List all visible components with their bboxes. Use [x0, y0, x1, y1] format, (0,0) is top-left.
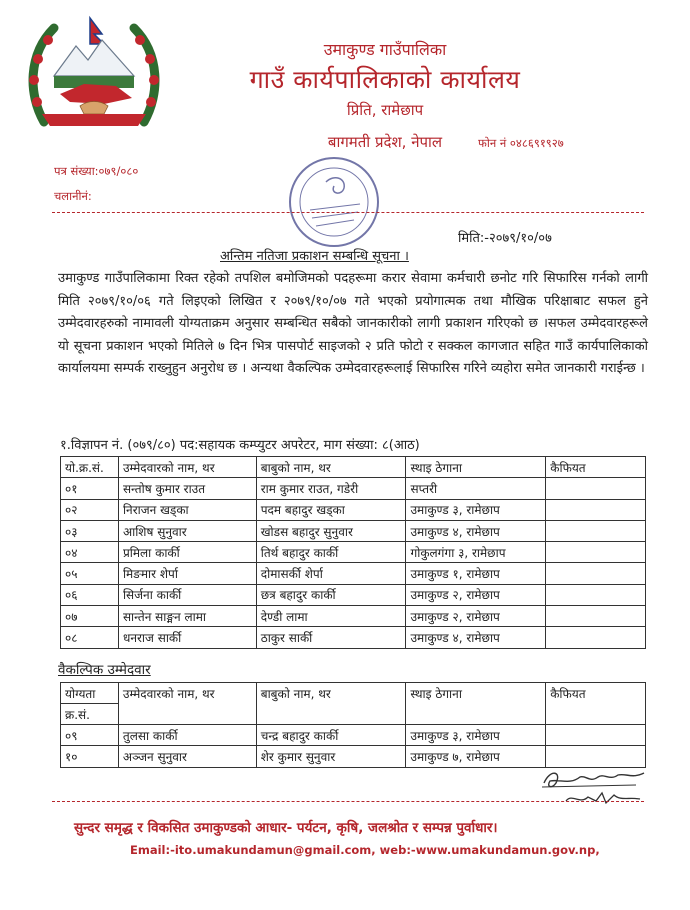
address-cell: उमाकुण्ड १, रामेछाप: [406, 563, 546, 584]
father-cell: देण्डी लामा: [256, 606, 406, 627]
name-cell: धनराज सार्की: [118, 627, 256, 648]
address-cell: उमाकुण्ड ३, रामेछाप: [406, 499, 546, 520]
name-cell: निराजन खड्का: [118, 499, 256, 520]
table-header-row: [61, 683, 646, 704]
name-cell: प्रमिला कार्की: [118, 542, 256, 563]
notice-date: मिति:-२०७९/१०/०७: [458, 231, 552, 246]
table-row: [61, 746, 646, 767]
letter-number: पत्र संख्या:०७९/०८०: [54, 164, 139, 178]
table-header-row: [61, 457, 646, 478]
serial-cell: ०२: [61, 499, 119, 520]
serial-cell: ०९: [61, 725, 119, 746]
header-cell: स्थाइ ठेगाना: [406, 457, 546, 478]
father-cell: चन्द्र बहादुर कार्की: [256, 725, 406, 746]
header-cell: कैफियत: [546, 683, 646, 725]
nepal-emblem: [24, 14, 164, 132]
address-cell: सप्तरी: [406, 478, 546, 499]
serial-cell: ०४: [61, 542, 119, 563]
table-row: [61, 606, 646, 627]
remarks-cell: [546, 584, 646, 605]
header-cell: बाबुको नाम, थर: [256, 457, 406, 478]
signature: [540, 767, 650, 809]
serial-cell: ०१: [61, 478, 119, 499]
table-row: [61, 627, 646, 648]
father-cell: तिर्थ बहादुर कार्की: [256, 542, 406, 563]
header-cell: बाबुको नाम, थर: [256, 683, 406, 725]
contact-line: Email:-ito.umakundamun@gmail.com, web:-www.umakundamun.gov.np,: [130, 843, 600, 857]
father-cell: दोमासर्की शेर्पा: [256, 563, 406, 584]
results-table: [60, 456, 646, 649]
father-cell: पदम बहादुर खड्का: [256, 499, 406, 520]
serial-cell: ०५: [61, 563, 119, 584]
table-row: [61, 563, 646, 584]
footer-separator-line: [52, 801, 644, 802]
address-cell: उमाकुण्ड २, रामेछाप: [406, 606, 546, 627]
address-cell: उमाकुण्ड ७, रामेछाप: [406, 746, 546, 767]
name-cell: अञ्जन सुनुवार: [118, 746, 256, 767]
header-cell: योग्यता: [61, 683, 119, 704]
father-cell: ठाकुर सार्की: [256, 627, 406, 648]
address-cell: उमाकुण्ड ३, रामेछाप: [406, 725, 546, 746]
header-cell: क्र.सं.: [61, 704, 119, 725]
province-line: बागमती प्रदेश, नेपाल: [327, 133, 443, 151]
remarks-cell: [546, 478, 646, 499]
table-row: [61, 499, 646, 520]
official-stamp: [280, 152, 388, 252]
father-cell: राम कुमार राउत, गडेरी: [256, 478, 406, 499]
table-row: [61, 584, 646, 605]
remarks-cell: [546, 520, 646, 541]
dispatch-number: चलानीनं:: [54, 189, 92, 203]
table-row: [61, 478, 646, 499]
remarks-cell: [546, 542, 646, 563]
office-title: गाउँ कार्यपालिकाको कार्यालय: [249, 65, 521, 94]
name-cell: मिङमार शेर्पा: [118, 563, 256, 584]
phone-number: फोन नं ०४८६९१९२७: [478, 136, 564, 150]
office-location: प्रिति, रामेछाप: [346, 101, 424, 119]
remarks-cell: [546, 746, 646, 767]
serial-cell: १०: [61, 746, 119, 767]
table-row: [61, 520, 646, 541]
header-cell: यो.क्र.सं.: [61, 457, 119, 478]
name-cell: सिर्जना कार्की: [118, 584, 256, 605]
separator-line: [52, 212, 644, 213]
father-cell: छत्र बहादुर कार्की: [256, 584, 406, 605]
address-cell: उमाकुण्ड ४, रामेछाप: [406, 627, 546, 648]
address-cell: गोकुलगंगा ३, रामेछाप: [406, 542, 546, 563]
remarks-cell: [546, 499, 646, 520]
remarks-cell: [546, 627, 646, 648]
notice-subject: अन्तिम नतिजा प्रकाशन सम्बन्धि सूचना ।: [220, 249, 409, 264]
name-cell: सान्तेन साङ्मन लामा: [118, 606, 256, 627]
name-cell: तुलसा कार्की: [118, 725, 256, 746]
table-row: [61, 542, 646, 563]
notice-body: उमाकुण्ड गाउँपालिकामा रिक्त रहेको तपशिल बमोजिमको पदहरूमा करार सेवामा कर्मचारी छनोट गरि सिफारिस गर्नको लागी मिति २०७९/१०/०६ गते लिइएको लिखित र २०७९/१०/०७ गते भएको प्रयोगात्मक तथा मौखिक परिक्षाबाट सफल हुने उम्मेदवारहरुको नामावली योग्यताक्रम अनुसार सम्बन्धित सबैको जानकारीको लागी प्रकाशन गरिएको छ ।सफल उम्मेदवारहरूले यो सूचना प्रकाशन भएको मितिले ७ दिन भित्र पासपोर्ट साइजको २ प्रति फोटो र सक्कल कागजात सहित गाउँ कार्यपालिकाको कार्यालयमा सम्पर्क राख्नुहुन अनुरोध छ । अन्यथा वैकल्पिक उम्मेदवारहरूलाई सिफारिस गरिने व्यहोरा समेत जानकारी गराईन्छ ।: [58, 271, 648, 377]
serial-cell: ०८: [61, 627, 119, 648]
footer-motto: सुन्दर समृद्ध र विकसित उमाकुण्डको आधार- पर्यटन, कृषि, जलश्रोत र सम्पन्न पुर्वाधार।: [74, 820, 498, 836]
father-cell: खोडस बहादुर सुनुवार: [256, 520, 406, 541]
header-cell: स्थाइ ठेगाना: [406, 683, 546, 725]
table-row: [61, 725, 646, 746]
advertisement-line: १.विज्ञापन नं. (०७९/८०) पद:सहायक कम्प्युटर अपरेटर, माग संख्या: ८(आठ): [60, 438, 420, 453]
name-cell: सन्तोष कुमार राउत: [118, 478, 256, 499]
address-cell: उमाकुण्ड २, रामेछाप: [406, 584, 546, 605]
remarks-cell: [546, 563, 646, 584]
name-cell: आशिष सुनुवार: [118, 520, 256, 541]
alternate-candidates-heading: वैकल्पिक उम्मेदवार: [58, 662, 151, 678]
serial-cell: ०३: [61, 520, 119, 541]
municipality-name: उमाकुण्ड गाउँपालिका: [323, 40, 447, 59]
alternate-table: [60, 682, 646, 768]
serial-cell: ०७: [61, 606, 119, 627]
remarks-cell: [546, 606, 646, 627]
header-cell: कैफियत: [546, 457, 646, 478]
header-cell: उम्मेदवारको नाम, थर: [118, 683, 256, 725]
header-cell: उम्मेदवारको नाम, थर: [118, 457, 256, 478]
remarks-cell: [546, 725, 646, 746]
serial-cell: ०६: [61, 584, 119, 605]
address-cell: उमाकुण्ड ४, रामेछाप: [406, 520, 546, 541]
father-cell: शेर कुमार सुनुवार: [256, 746, 406, 767]
